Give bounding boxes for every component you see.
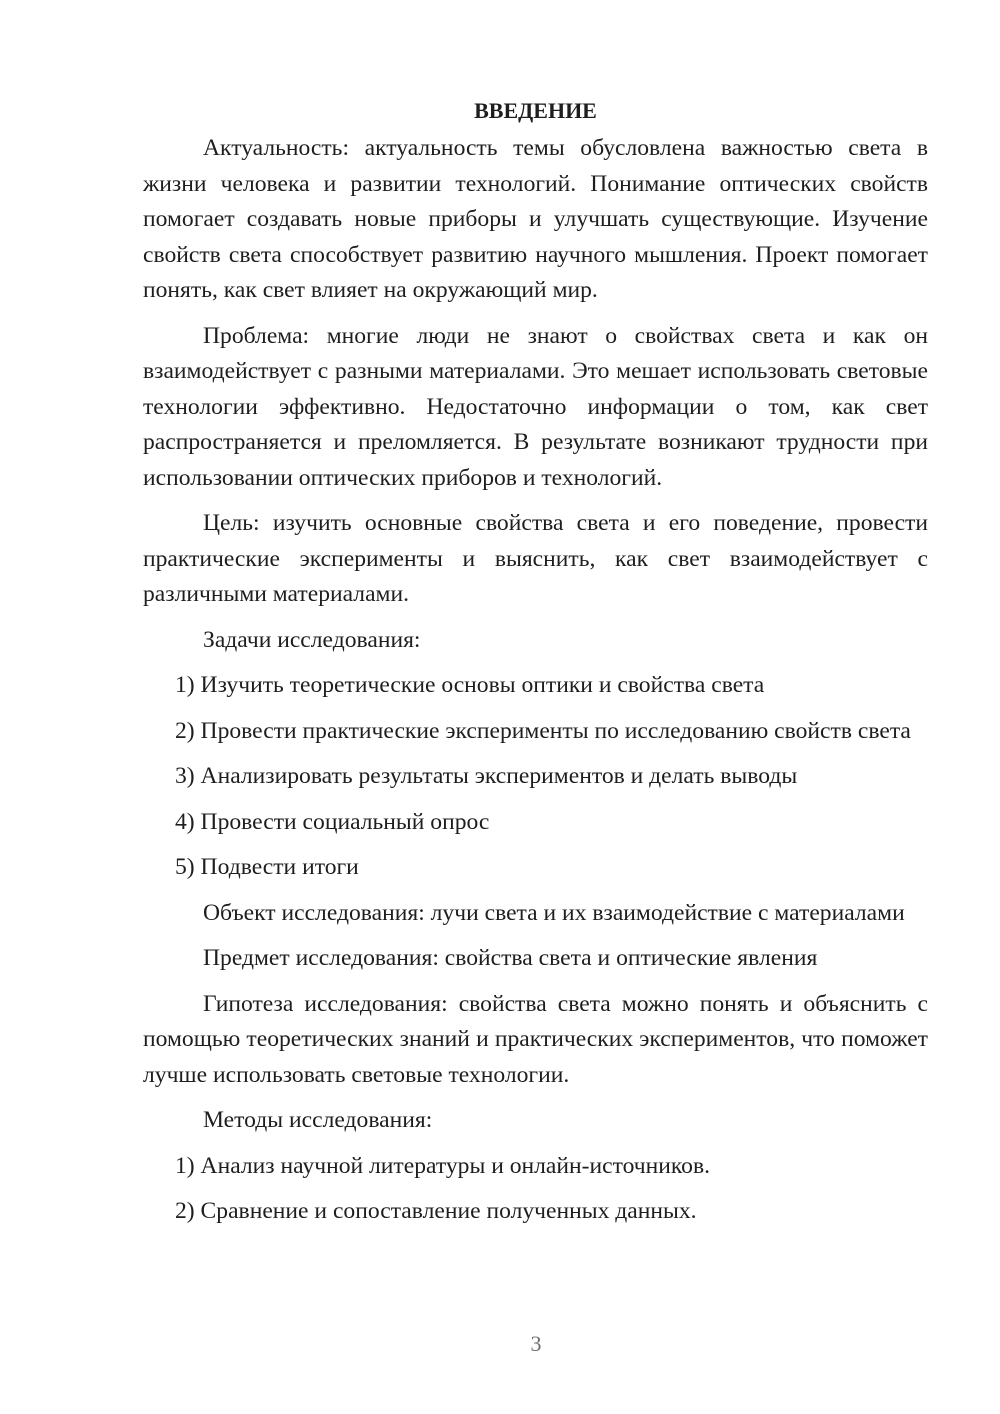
hypothesis-paragraph: Гипотеза исследования: свойства света можно понять и объяснить с помощью теоретических знаний и практических экспериментов, что поможет лучше использовать световые технологии. <box>143 990 928 1088</box>
task-item: 1) Изучить теоретические основы оптики и свойства света <box>175 672 765 698</box>
tasks-heading: Задачи исследования: <box>203 626 421 653</box>
page-number: 3 <box>530 1331 542 1356</box>
methods-heading: Методы исследования: <box>203 1107 433 1133</box>
relevance-paragraph: Актуальность: актуальность темы обусловлена важностью света в жизни человека и развитии технологий. Понимание оптических свойств помогает создавать новые приборы и улучшать существующие. Изучение свойств света способствует развитию научного мышления. Проект помогает понять, как свет влияет на окружающий мир. <box>143 135 928 303</box>
section-heading: ВВЕДЕНИЕ <box>474 98 597 123</box>
subject-paragraph: Предмет исследования: свойства света и оптические явления <box>203 945 818 971</box>
method-item: 1) Анализ научной литературы и онлайн-источников. <box>175 1152 711 1179</box>
problem-paragraph: Проблема: многие люди не знают о свойствах света и как он взаимодействует с разными материалами. Это мешает использовать световые технологии эффективно. Недостаточно информации о том, как свет распространяется и преломляется. В результате возникают трудности при использовании оптических приборов и технологий. <box>143 322 928 491</box>
task-item: 5) Подвести итоги <box>175 854 359 880</box>
method-item: 2) Сравнение и сопоставление полученных данных. <box>175 1198 697 1224</box>
object-paragraph: Объект исследования: лучи света и их взаимодействие с материалами <box>203 899 905 926</box>
task-item: 3) Анализировать результаты экспериментов и делать выводы <box>175 763 798 789</box>
task-item: 4) Провести социальный опрос <box>175 808 490 835</box>
page-content <box>143 94 928 1240</box>
task-item: 2) Провести практические эксперименты по исследованию свойств света <box>175 717 911 744</box>
goal-paragraph: Цель: изучить основные свойства света и его поведение, провести практические эксперименты и выяснить, как свет взаимодействует с различными материалами. <box>143 510 928 607</box>
